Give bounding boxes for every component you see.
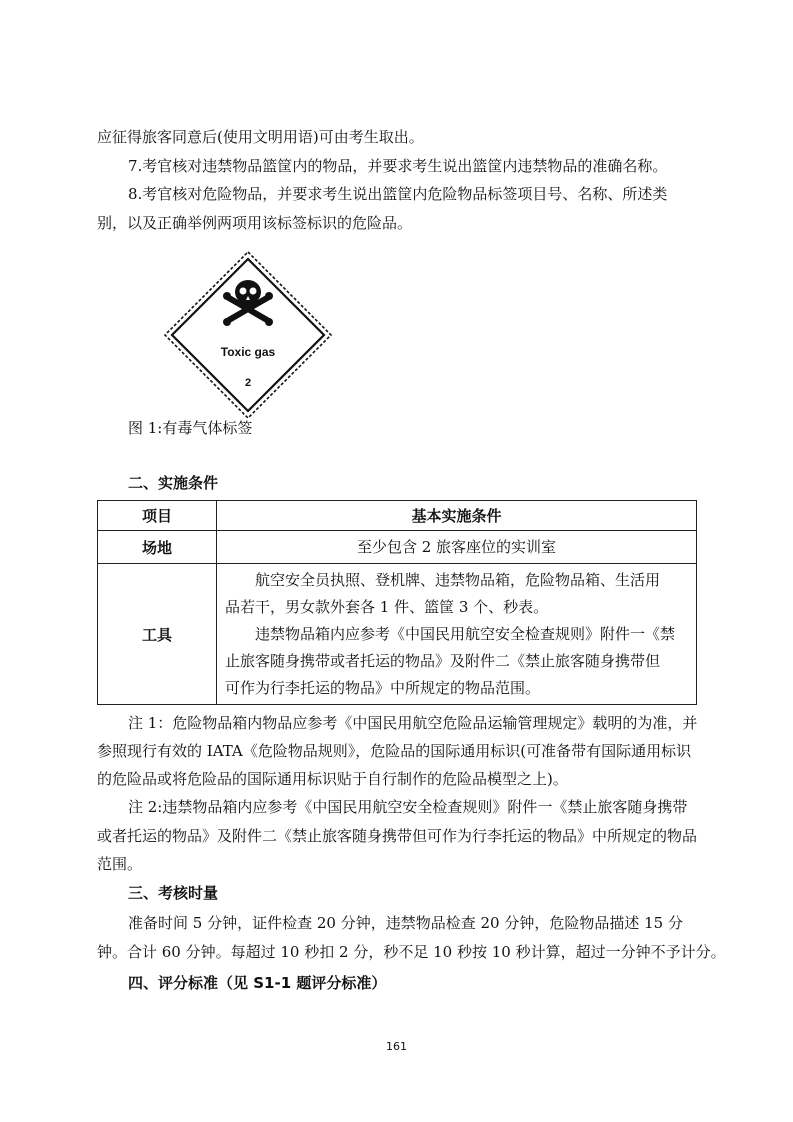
- note-line: 注 2:违禁物品箱内应参考《中国民用航空安全检查规则》附件一《禁止旅客随身携带: [128, 798, 688, 816]
- cell-line: 航空安全员执照、登机牌、违禁物品箱，危险物品箱、生活用: [255, 570, 661, 589]
- table-header-cell: 基本实施条件: [217, 501, 697, 531]
- table-cell: 至少包含 2 旅客座位的实训室: [217, 531, 697, 564]
- page-number: 161: [386, 1040, 407, 1053]
- note-line: 的危险品或将危险品的国际通用标识贴于自行制作的危险品模型之上)。: [97, 770, 568, 788]
- table-header-cell: 项目: [98, 501, 217, 531]
- section-title: 二、实施条件: [128, 474, 219, 492]
- table-header-row: [98, 501, 697, 531]
- cell-line: 违禁物品箱内应参考《中国民用航空安全检查规则》附件一《禁: [255, 624, 676, 643]
- table-cell-label: 工具: [98, 564, 217, 705]
- cell-line: 品若干，男女款外套各 1 件、篮筐 3 个、秒表。: [225, 597, 549, 616]
- paragraph-line: 应征得旅客同意后(使用文明用语)可由考生取出。: [97, 128, 424, 146]
- note-line: 注 1：危险物品箱内物品应参考《中国民用航空危险品运输管理规定》载明的为准，并: [128, 714, 698, 732]
- cell-line: 可作为行李托运的物品》中所规定的物品范围。: [225, 678, 541, 697]
- note-line: 参照现行有效的 IATA《危险物品规则》，危险品的国际通用标识(可准备带有国际通用标识: [97, 742, 692, 760]
- table-row: [98, 564, 697, 705]
- paragraph-line: 7.考官核对违禁物品篮筐内的物品，并要求考生说出篮筐内违禁物品的准确名称。: [128, 157, 668, 175]
- toxic-gas-hazard-label: [163, 250, 333, 420]
- table-cell: [217, 564, 697, 705]
- paragraph-line: 钟。合计 60 分钟。每超过 10 秒扣 2 分，秒不足 10 秒按 10 秒计算，超过一分钟不予计分。: [97, 943, 726, 961]
- cell-line: 止旅客随身携带或者托运的物品》及附件二《禁止旅客随身携带但: [225, 651, 661, 670]
- conditions-table: [97, 500, 697, 705]
- table-cell-label: 场地: [98, 531, 217, 564]
- note-line: 或者托运的物品》及附件二《禁止旅客随身携带但可作为行李托运的物品》中所规定的物品: [97, 827, 698, 845]
- table-row: [98, 531, 697, 564]
- class-number: 2: [244, 377, 252, 389]
- section-title: 四、评分标准（见 S1-1 题评分标准）: [128, 974, 387, 992]
- paragraph-line: 别，以及正确举例两项用该标签标识的危险品。: [97, 214, 413, 232]
- section-title: 三、考核时量: [128, 884, 219, 902]
- figure-caption: 图 1:有毒气体标签: [128, 419, 253, 437]
- label-text: Toxic gas: [220, 345, 276, 359]
- paragraph-line: 8.考官核对危险物品，并要求考生说出篮筐内危险物品标签项目号、名称、所述类: [128, 185, 668, 203]
- note-line: 范围。: [97, 855, 143, 873]
- paragraph-line: 准备时间 5 分钟，证件检查 20 分钟，违禁物品检查 20 分钟，危险物品描述 15 分: [128, 914, 683, 932]
